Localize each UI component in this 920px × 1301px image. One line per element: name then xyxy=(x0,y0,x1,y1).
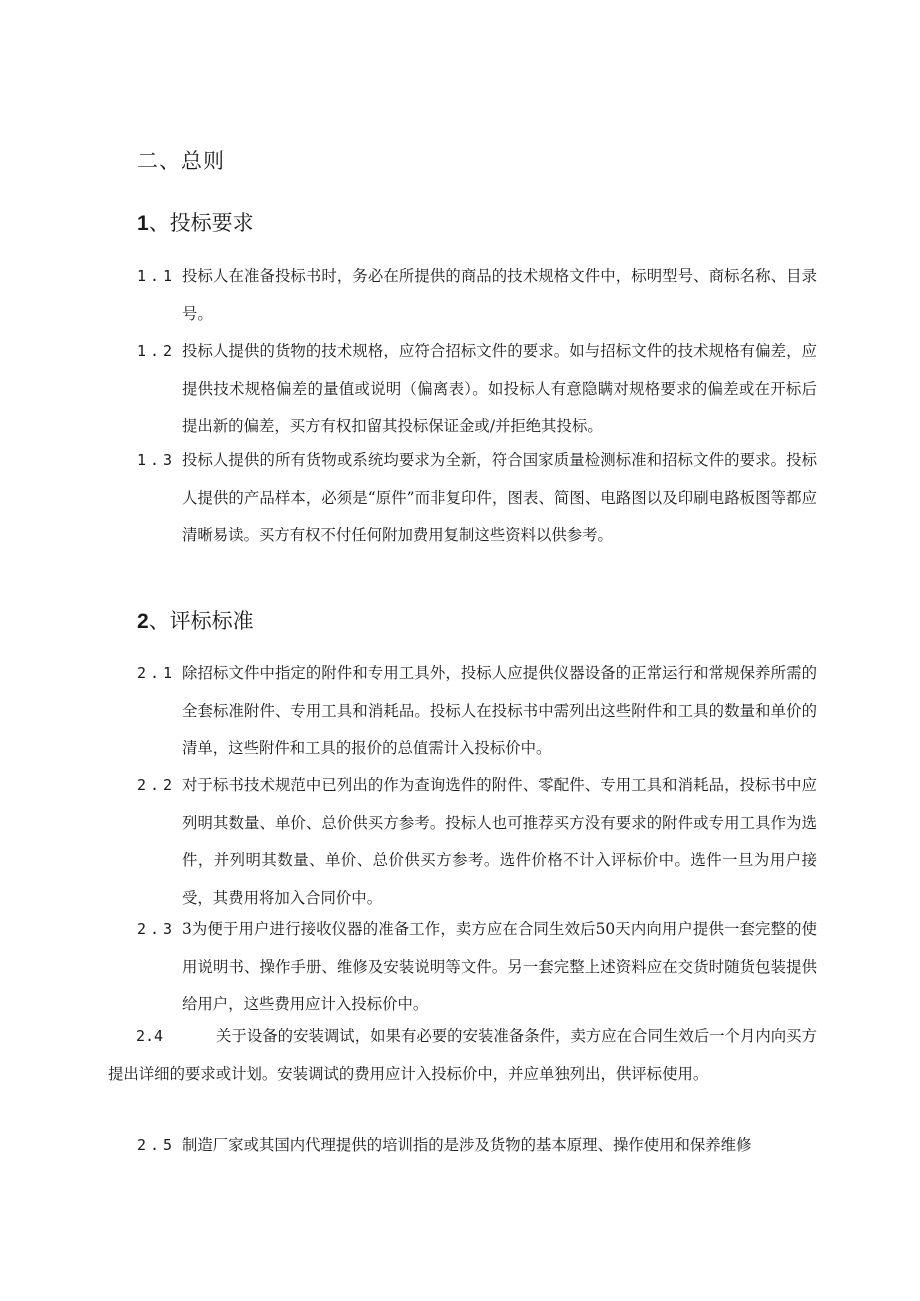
subsection-label: 、评标标准 xyxy=(148,609,254,633)
subsection-title-evaluation-criteria xyxy=(137,607,254,636)
subsection-number: 2 xyxy=(137,610,149,633)
clause-text: 除招标文件中指定的附件和专用工具外，投标人应提供仪器设备的正常运行和常规保养所需的全套标准附件、专用工具和消耗品。投标人在投标书中需列出这些附件和工具的数量和单价的清单，这些附件和工具的报价的总值需计入投标价中。 xyxy=(182,664,817,757)
clause-1-2 xyxy=(137,333,817,446)
clause-2-2 xyxy=(137,767,817,917)
clause-2-3 xyxy=(137,911,817,1024)
clause-text: 关于设备的安装调试，如果有必要的安装准备条件，卖方应在合同生效后一个月内向买方提出详细的要求或计划。安装调试的费用应计入投标价中，并应单独列出，供评标使用。 xyxy=(108,1027,817,1083)
clause-text: 制造厂家或其国内代理提供的培训指的是涉及货物的基本原理、操作使用和保养维修 xyxy=(182,1136,752,1154)
clause-text: 投标人提供的所有货物或系统均要求为全新，符合国家质量检测标准和招标文件的要求。投标人提供的产品样本，必须是“原件”而非复印件，图表、简图、电路图以及印刷电路板图等都应清晰易读。买方有权不付任何附加费用复制这些资料以供参考。 xyxy=(182,451,817,544)
subsection-label: 、投标要求 xyxy=(148,211,254,235)
clause-1-3 xyxy=(137,442,817,555)
clause-2-5 xyxy=(137,1127,817,1165)
clause-text: 3为便于用户进行接收仪器的准备工作，卖方应在合同生效后50天内向用户提供一套完整的使用说明书、操作手册、维修及安装说明等文件。另一套完整上述资料应在交货时随货包装提供给用户，这些费用应计入投标价中。 xyxy=(182,920,817,1013)
clause-text: 投标人提供的货物的技术规格，应符合招标文件的要求。如与招标文件的技术规格有偏差，应提供技术规格偏差的量值或说明（偏离表）。如投标人有意隐瞒对规格要求的偏差或在开标后提出新的偏差，买方有权扣留其投标保证金或/并拒绝其投标。 xyxy=(182,342,817,435)
clause-1-1 xyxy=(137,258,817,333)
subsection-title-bidding-requirements xyxy=(137,209,254,238)
clause-number: 2.4 xyxy=(136,1027,164,1045)
clause-number: 1.1 xyxy=(137,267,177,285)
subsection-number: 1 xyxy=(137,212,149,235)
clause-text: 对于标书技术规范中已列出的作为查询选件的附件、零配件、专用工具和消耗品，投标书中应列明其数量、单价、总价供买方参考。投标人也可推荐买方没有要求的附件或专用工具作为选件，并列明其数量、单价、总价供买方参考。选件价格不计入评标价中。选件一旦为用户接受，其费用将加入合同价中。 xyxy=(182,776,817,907)
clause-2-4 xyxy=(108,1018,817,1093)
clause-number: 2.3 xyxy=(137,920,177,938)
clause-number: 1.2 xyxy=(137,342,177,360)
clause-number: 2.5 xyxy=(137,1136,177,1154)
clause-number: 2.1 xyxy=(137,664,177,682)
clause-text: 投标人在准备投标书时，务必在所提供的商品的技术规格文件中，标明型号、商标名称、目录号。 xyxy=(182,267,817,323)
clause-number: 1.3 xyxy=(137,451,177,469)
clause-number: 2.2 xyxy=(137,776,177,794)
section-title: 二、总则 xyxy=(137,149,225,173)
clause-2-1 xyxy=(137,655,817,768)
